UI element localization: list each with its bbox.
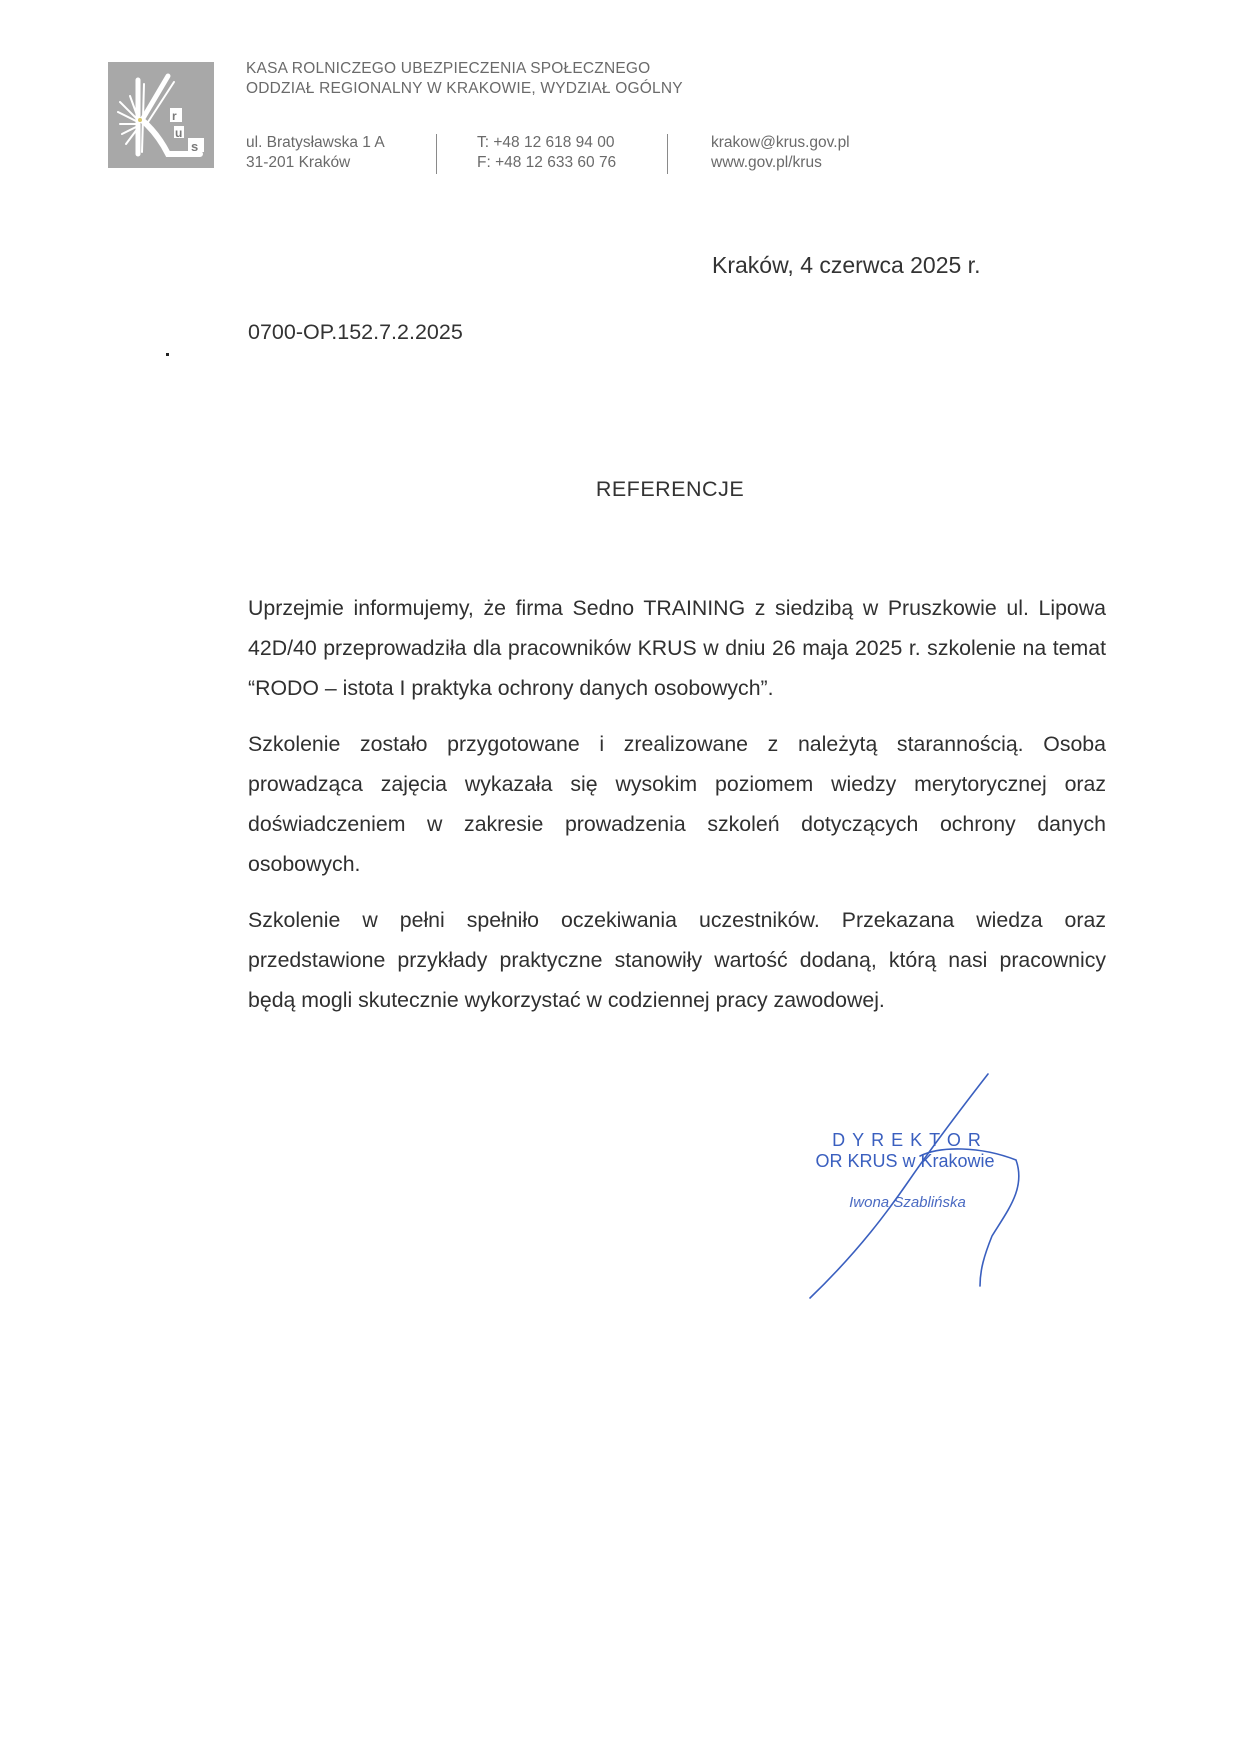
org-branch: ODDZIAŁ REGIONALNY W KRAKOWIE, WYDZIAŁ OGÓLNY	[246, 80, 683, 97]
svg-text:s: s	[191, 139, 199, 154]
phone-block	[477, 133, 616, 173]
paragraph: Szkolenie w pełni spełniło oczekiwania uczestników. Przekazana wiedza oraz przedstawione przykłady praktyczne stanowiły wartość dodaną, którą nasi pracownicy będą mogli skutecznie wykorzystać w codziennej pracy zawodowej.	[248, 908, 1106, 1012]
svg-text:u: u	[175, 126, 183, 140]
krus-logo-icon	[108, 62, 214, 168]
divider	[667, 134, 668, 174]
signer-name: Iwona Szablińska	[849, 1194, 966, 1211]
web-block	[711, 133, 850, 173]
fax-number: F: +48 12 633 60 76	[477, 154, 617, 171]
org-name: KASA ROLNICZEGO UBEZPIECZENIA SPOŁECZNEGO	[246, 60, 651, 77]
letter-body	[248, 588, 1106, 1036]
address-street: ul. Bratysławska 1 A	[246, 134, 385, 151]
paragraph: Uprzejmie informujemy, że firma Sedno TRAINING z siedzibą w Pruszkowie ul. Lipowa 42D/40 przeprowadziła dla pracowników KRUS w dniu 26 maja 2025 r. szkolenie na temat “RODO – istota I praktyka ochrony danych osobowych”.	[248, 596, 1106, 700]
phone-number: T: +48 12 618 94 00	[477, 134, 615, 151]
reference-number: 0700-OP.152.7.2.2025	[248, 320, 463, 344]
letter-title: REFERENCJE	[595, 477, 745, 501]
address-city: 31-201 Kraków	[246, 154, 351, 171]
krus-logo	[108, 62, 214, 168]
website-link[interactable]: www.gov.pl/krus	[711, 154, 822, 171]
paragraph: Szkolenie zostało przygotowane i zrealizowane z należytą starannością. Osoba prowadząca zajęcia wykazała się wysokim poziomem wiedzy merytorycznej oraz doświadczeniem w zakresie prowadzenia szkoleń dotyczących ochrony danych osobowych.	[248, 732, 1106, 876]
address-block	[246, 133, 385, 173]
stamp-title: DYREKTOR	[832, 1130, 988, 1150]
place-date: Kraków, 4 czerwca 2025 r.	[712, 252, 981, 278]
divider	[436, 134, 437, 174]
scan-artifact	[166, 353, 169, 356]
signature-stamp	[795, 1130, 995, 1211]
email-link[interactable]: krakow@krus.gov.pl	[711, 134, 850, 151]
stamp-org: OR KRUS w Krakowie	[815, 1151, 995, 1171]
svg-text:r: r	[172, 109, 177, 123]
